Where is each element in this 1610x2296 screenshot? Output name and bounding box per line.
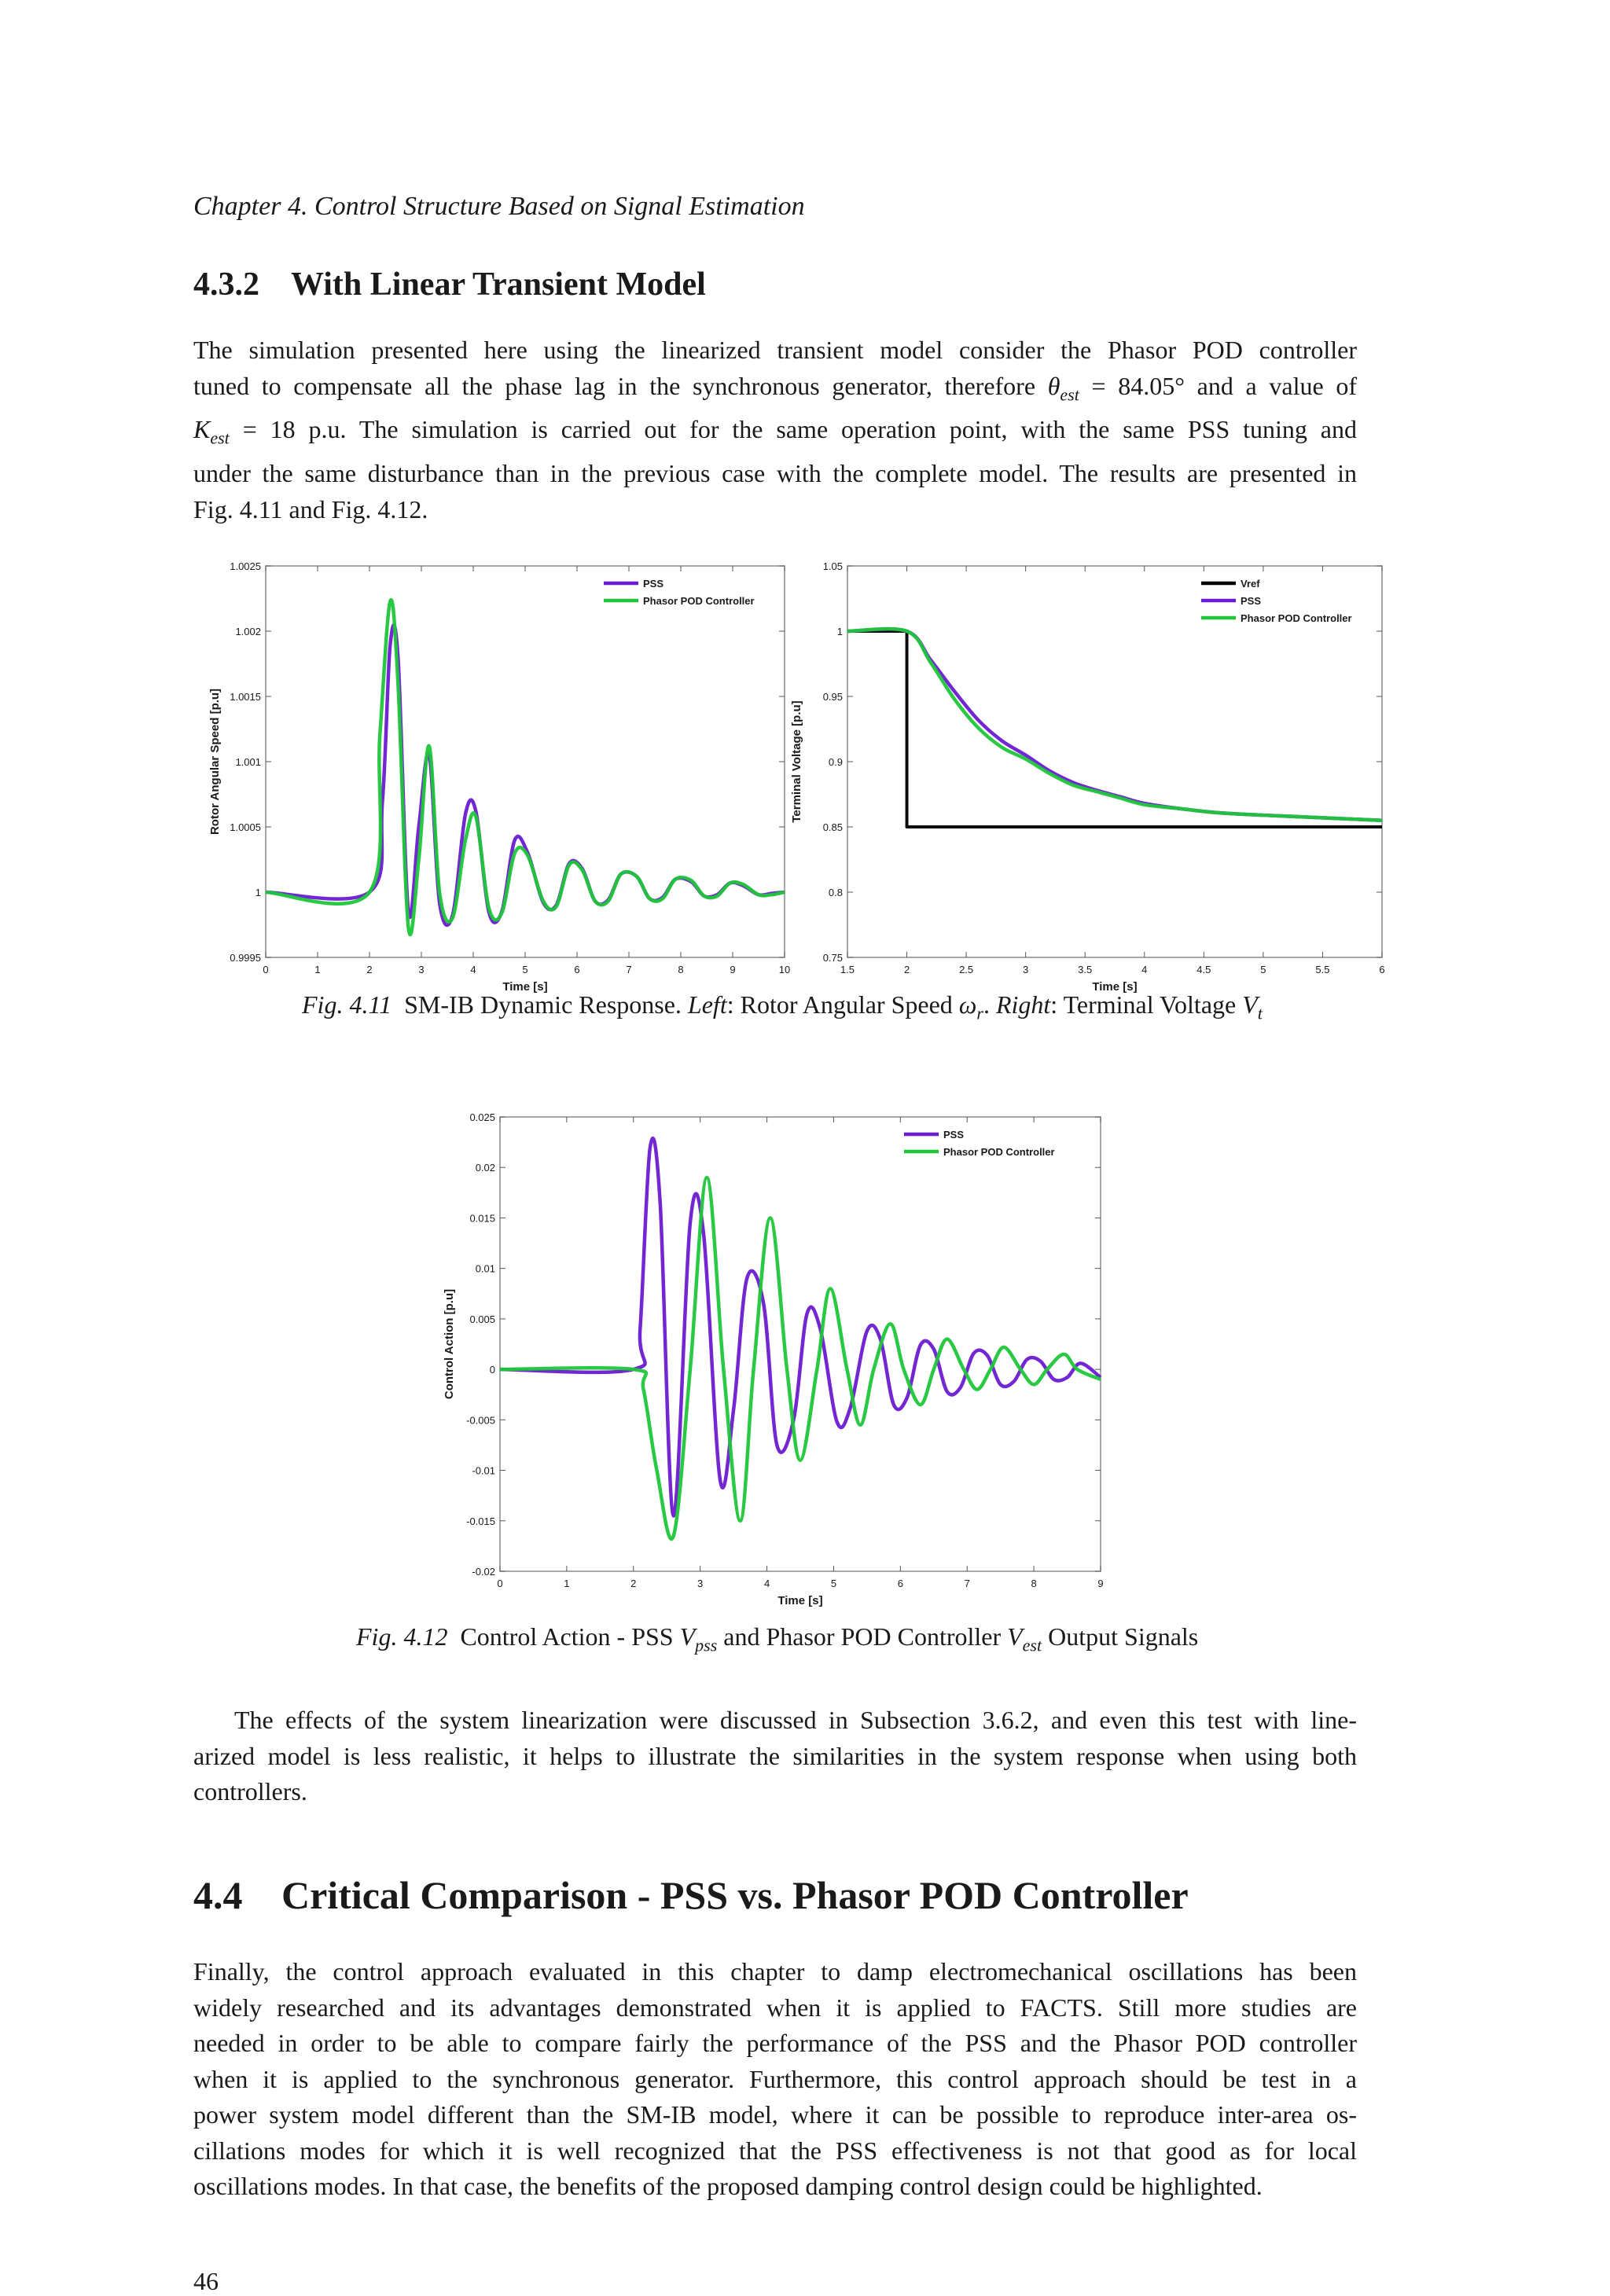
paragraph-line: when it is applied to the synchronous generator. Furthermore, this control approach should be test in a bbox=[193, 2064, 1357, 2093]
k-symbol: $K_{est}$ bbox=[193, 415, 230, 448]
y-tick-label: 1.05 bbox=[822, 560, 843, 572]
legend-label: Vref bbox=[1241, 578, 1260, 590]
y-tick-label: -0.01 bbox=[472, 1464, 495, 1477]
x-tick-label: 6 bbox=[574, 964, 580, 975]
paragraph-3 bbox=[193, 1954, 1357, 2205]
paragraph-line: cillations modes for which it is well recognized that the PSS effectiveness is not that good as for local bbox=[193, 2136, 1357, 2165]
y-axis-label: Control Action [p.u] bbox=[443, 1288, 456, 1400]
paragraph-1 bbox=[193, 332, 1357, 527]
x-tick-label: 4 bbox=[470, 964, 476, 975]
paragraph-line: The effects of the system linearization were discussed in Subsection 3.6.2, and even this test with line- bbox=[234, 1706, 1357, 1734]
x-tick-label: 6 bbox=[897, 1578, 903, 1589]
y-tick-label: 0.9 bbox=[828, 756, 843, 768]
y-tick-label: 1.0025 bbox=[230, 560, 261, 572]
y-tick-label: 0.95 bbox=[822, 691, 843, 703]
y-tick-label: 0.75 bbox=[822, 952, 843, 964]
y-tick-label: 1.001 bbox=[235, 756, 261, 768]
paragraph-line: arized model is less realistic, it helps to illustrate the similarities in the system response when using both bbox=[193, 1741, 1357, 1770]
paragraph-line: tuned to compensate all the phase lag in the synchronous generator, therefore $\theta_{est} = 84.05^\circ$ and a value of bbox=[193, 371, 1357, 404]
chart-terminal-voltage bbox=[790, 555, 1401, 995]
x-tick-label: 9 bbox=[730, 964, 736, 975]
x-tick-label: 9 bbox=[1097, 1578, 1104, 1589]
x-tick-label: 0 bbox=[497, 1578, 503, 1589]
x-tick-label: 5.5 bbox=[1315, 964, 1330, 975]
x-tick-label: 0 bbox=[263, 964, 269, 975]
y-tick-label: 1.0005 bbox=[230, 821, 261, 833]
section-heading-4-3-2 bbox=[193, 266, 706, 303]
x-tick-label: 3 bbox=[1023, 964, 1029, 975]
section-number: 4.3.2 bbox=[193, 266, 259, 303]
x-axis-label: Time [s] bbox=[777, 1594, 823, 1607]
paragraph-line: Fig. 4.11 and Fig. 4.12. bbox=[193, 494, 428, 523]
theta-symbol: $\theta_{est}$ bbox=[1047, 371, 1079, 404]
x-tick-label: 2 bbox=[903, 964, 910, 975]
x-tick-label: 5 bbox=[522, 964, 528, 975]
legend-label: PSS bbox=[1241, 595, 1262, 607]
x-tick-label: 6 bbox=[1379, 964, 1385, 975]
legend-label: PSS bbox=[643, 578, 664, 590]
paragraph-line: $K_{est} = 18$ p.u. The simulation is carried out for the same operation point, with the same PSS tuning and bbox=[193, 415, 1358, 448]
paragraph-line: oscillations modes. In that case, the benefits of the proposed damping control design could be highlighted. bbox=[193, 2172, 1263, 2200]
legend-label: Phasor POD Controller bbox=[643, 595, 755, 607]
x-tick-label: 2 bbox=[366, 964, 373, 975]
y-tick-label: 0.8 bbox=[828, 887, 843, 898]
plot-area bbox=[500, 1117, 1101, 1571]
section-number: 4.4 bbox=[193, 1873, 243, 1917]
x-tick-label: 5 bbox=[1260, 964, 1266, 975]
x-axis-label: Time [s] bbox=[502, 980, 548, 994]
figure-caption-4-12: Fig. 4.12 Control Action - PSS $V_{pss}$ and Phasor POD Controller $V_{est}$ Output Signals bbox=[356, 1622, 1199, 1655]
legend-label: Phasor POD Controller bbox=[943, 1146, 1055, 1158]
figure-caption-4-11: Fig. 4.11 SM-IB Dynamic Response. Left: Rotor Angular Speed $\omega_r$. Right: Terminal Voltage $V_t$ bbox=[302, 990, 1263, 1023]
y-tick-label: 0.01 bbox=[475, 1262, 495, 1275]
y-tick-label: 0.025 bbox=[469, 1111, 495, 1123]
x-tick-label: 3.5 bbox=[1078, 964, 1093, 975]
x-tick-label: 8 bbox=[678, 964, 684, 975]
x-tick-label: 2.5 bbox=[959, 964, 974, 975]
y-tick-label: 0.02 bbox=[475, 1162, 495, 1174]
x-tick-label: 10 bbox=[778, 964, 791, 975]
y-tick-label: 0.015 bbox=[469, 1212, 495, 1225]
section-title: Critical Comparison - PSS vs. Phasor POD Controller bbox=[281, 1873, 1189, 1917]
paragraph-line: Finally, the control approach evaluated in this chapter to damp electromechanical oscillations has been bbox=[193, 1957, 1357, 1986]
running-head: Chapter 4. Control Structure Based on Signal Estimation bbox=[193, 192, 805, 221]
x-tick-label: 4.5 bbox=[1196, 964, 1211, 975]
x-tick-label: 5 bbox=[830, 1578, 837, 1589]
y-tick-label: 0.9995 bbox=[230, 952, 261, 964]
y-tick-label: 0.85 bbox=[822, 821, 843, 833]
paragraph-line: power system model different than the SM-IB model, where it can be possible to reproduce inter-area os- bbox=[193, 2100, 1357, 2129]
y-tick-label: -0.015 bbox=[466, 1515, 495, 1527]
paragraph-line: widely researched and its advantages demonstrated when it is applied to FACTS. Still more studies are bbox=[193, 1993, 1357, 2022]
chart-rotor-speed bbox=[206, 555, 803, 995]
x-tick-label: 2 bbox=[630, 1578, 637, 1589]
y-tick-label: 1.0015 bbox=[230, 691, 261, 703]
figure-label: Fig. 4.12 bbox=[356, 1622, 448, 1651]
y-axis-label: Terminal Voltage [p.u] bbox=[790, 700, 803, 823]
plot-area bbox=[847, 566, 1382, 957]
x-tick-label: 8 bbox=[1031, 1578, 1037, 1589]
x-tick-label: 1 bbox=[314, 964, 321, 975]
legend-label: Phasor POD Controller bbox=[1241, 612, 1352, 624]
y-tick-label: -0.02 bbox=[472, 1566, 495, 1578]
y-tick-label: -0.005 bbox=[466, 1414, 495, 1427]
section-title: With Linear Transient Model bbox=[291, 266, 706, 303]
x-tick-label: 4 bbox=[1141, 964, 1148, 975]
paragraph-line: controllers. bbox=[193, 1777, 307, 1806]
y-tick-label: 0 bbox=[489, 1364, 495, 1376]
x-tick-label: 7 bbox=[626, 964, 632, 975]
page-number: 46 bbox=[193, 2267, 219, 2295]
y-axis-label: Rotor Angular Speed [p.u] bbox=[208, 688, 222, 836]
x-tick-label: 3 bbox=[418, 964, 425, 975]
x-tick-label: 3 bbox=[697, 1578, 704, 1589]
paragraph-line: needed in order to be able to compare fairly the performance of the PSS and the Phasor POD controller bbox=[193, 2029, 1357, 2057]
y-tick-label: 1 bbox=[836, 626, 843, 637]
x-tick-label: 1 bbox=[564, 1578, 570, 1589]
section-heading-4-4 bbox=[193, 1872, 1189, 1918]
y-tick-label: 0.005 bbox=[469, 1313, 495, 1325]
y-tick-label: 1 bbox=[255, 887, 261, 898]
x-tick-label: 7 bbox=[964, 1578, 970, 1589]
chart-control-action bbox=[425, 1104, 1132, 1623]
x-tick-label: 4 bbox=[763, 1578, 770, 1589]
x-tick-label: 1.5 bbox=[840, 964, 855, 975]
paragraph-line: under the same disturbance than in the previous case with the complete model. The results are presented in bbox=[193, 459, 1357, 488]
legend-label: PSS bbox=[943, 1129, 965, 1141]
figure-label: Fig. 4.11 bbox=[302, 990, 392, 1019]
paragraph-line: The simulation presented here using the linearized transient model consider the Phasor POD controller bbox=[193, 336, 1357, 364]
x-axis-label: Time [s] bbox=[1092, 980, 1138, 994]
y-tick-label: 1.002 bbox=[235, 626, 261, 637]
paragraph-2 bbox=[193, 1703, 1357, 1810]
